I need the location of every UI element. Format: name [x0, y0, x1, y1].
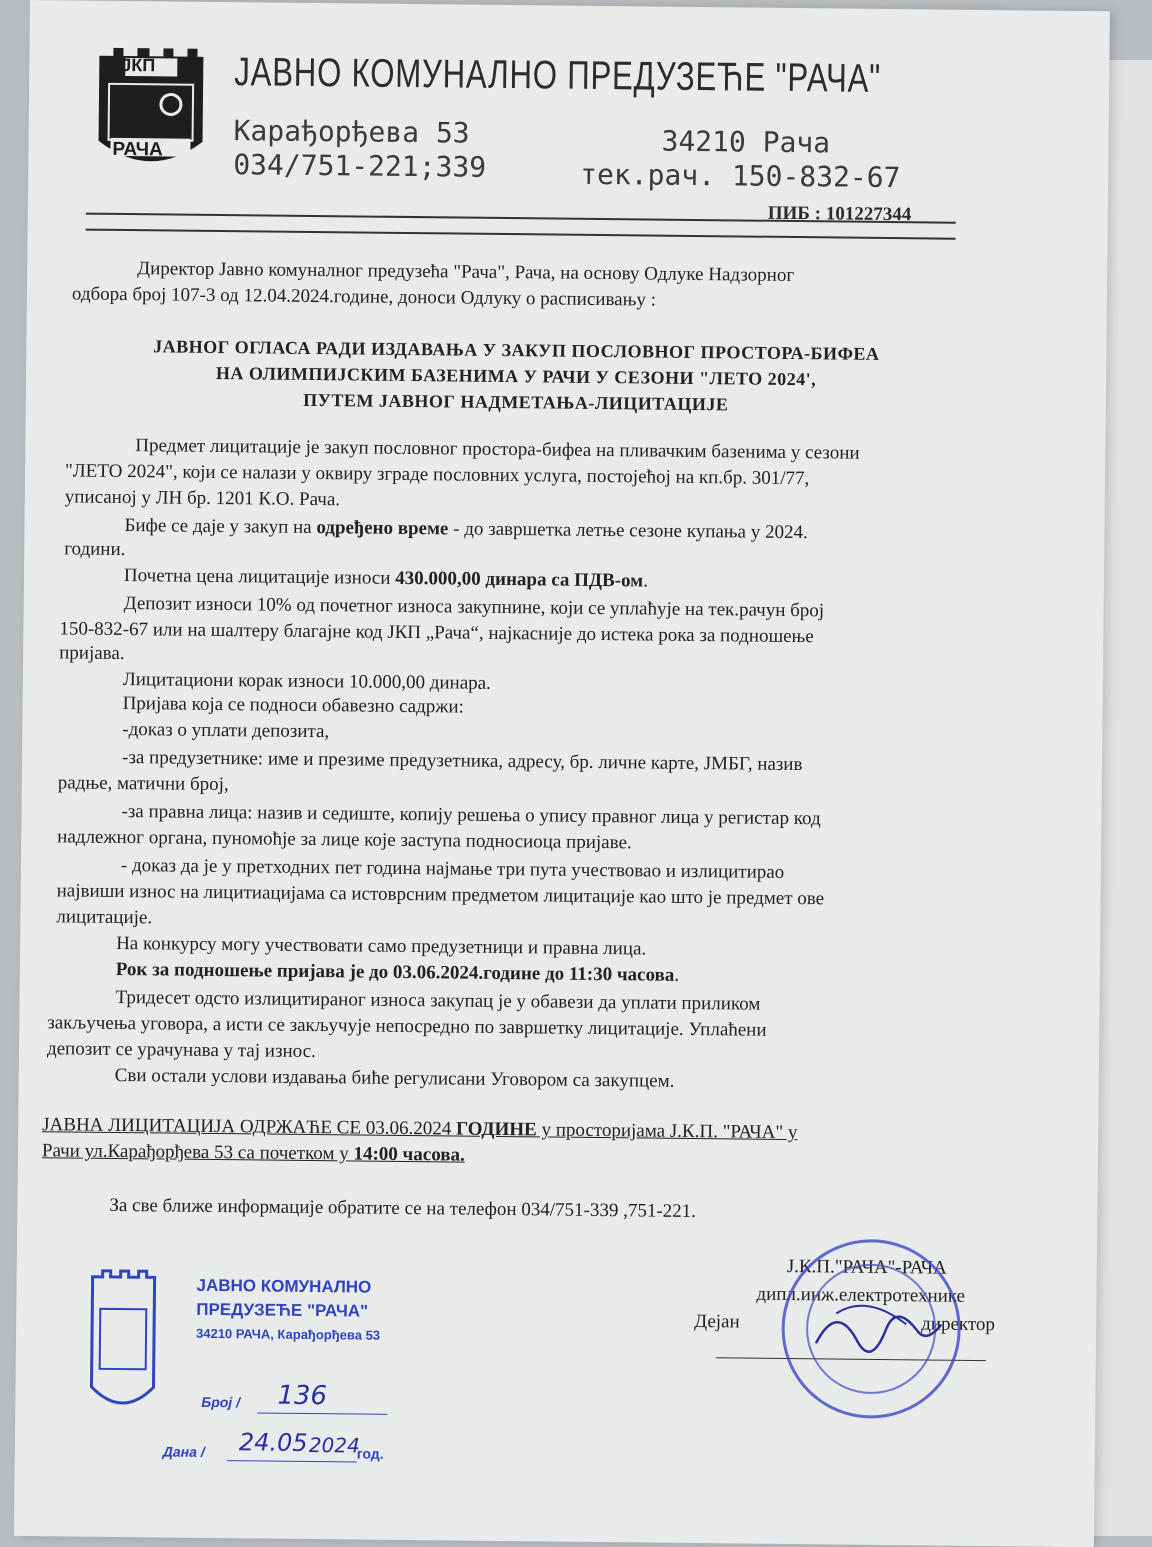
address-street: Карађорђева 53 [233, 114, 470, 150]
pib-number: ПИБ : 101227344 [767, 202, 912, 226]
body-p7: На конкурсу могу учествовати само предузетници и правна лица. [116, 932, 647, 960]
body-p9-line-2: закључења уговора, а исти се закључује непосредно по завршетку лицитације. Уплаћени [47, 1012, 767, 1041]
address-city: 34210 Рача [661, 124, 831, 160]
body-p4-line-2: 150-832-67 или на шалтеру благајне код ЈКП „Рача“, најкасније до истека рока за подношење [59, 618, 814, 648]
header-divider-2 [86, 229, 956, 240]
signature-org: Ј.К.П."РАЧА"-РАЧА [786, 1255, 947, 1279]
logo-text-top: ЈКП [121, 54, 156, 76]
stamp-number-value: 136 [277, 1380, 328, 1412]
p3-text-c: . [643, 570, 648, 592]
auction-line-2 [42, 1138, 465, 1168]
deadline-end: . [674, 964, 680, 986]
body-p9-line-1: Тридесет одсто излицитираног износа закупац је у обавези да уплати приликом [115, 986, 761, 1015]
bullet-4-line-1: - доказ да је у претходних пет година најмање три пута учествовао и излицитирао [120, 855, 785, 883]
bullet-2-line-2: радње, матични број, [57, 772, 229, 796]
body-p5: Лицитациони корак износи 10.000,00 динара. [122, 669, 491, 694]
stamp-logo [87, 1269, 159, 1430]
stamp-number-label: Број / [201, 1393, 241, 1411]
phone-number: 034/751-221;339 [233, 148, 487, 184]
logo-text-bottom: РАЧА [112, 138, 163, 161]
p2-text-a: Бифе се даје у закуп на [124, 515, 317, 539]
body-p9-line-3: депозит се урачунава у тај износ. [46, 1038, 316, 1063]
heading-line-2: НА ОЛИМПИЈСКИМ БАЗЕНИМА У РАЧИ У СЕЗОНИ "ЛЕТО 2024', [215, 362, 817, 390]
stamp-number-underline [257, 1412, 387, 1414]
body-p8 [116, 957, 680, 989]
body-p4-line-3: пријава. [59, 642, 125, 665]
stamp-line-3: 34210 РАЧА, Карађорђева 53 [195, 1325, 381, 1343]
stamp-date-label: Дана / [162, 1443, 205, 1460]
heading-line-1: ЈАВНОГ ОГЛАСА РАДИ ИЗДАВАЊА У ЗАКУП ПОСЛОВНОГ ПРОСТОРА-БИФЕА [153, 336, 880, 364]
auction-text-c: у просторијама Ј.К.П. "РАЧА" у [536, 1119, 798, 1144]
body-p4-line-1: Депозит износи 10% од почетног износа закупнине, који се уплаћује на тек.рачун број [123, 593, 825, 622]
body-p1-line-2: "ЛЕТО 2024", који се налази у оквиру зграде пословних услуга, постојећој на кп.бр. 301/77, [64, 460, 810, 490]
deadline-text: Рок за подношење пријава је до 03.06.2024.године до 11:30 часова [115, 958, 675, 986]
body-p2-line-1 [124, 513, 808, 546]
bullet-3-line-2: надлежног органа, пуномоћје за лице које заступа подносиоца пријаве. [57, 826, 632, 854]
body-p10: Сви остали услови издавања биће регулисани Уговором са закупцем. [114, 1064, 675, 1092]
signature-title: дипл.инж.електротехнике [756, 1283, 966, 1307]
body-p6: Пријава која се подноси обавезно садржи: [122, 693, 464, 718]
bank-account: тек.рач. 150-832-67 [580, 157, 901, 195]
body-p2-line-2: години. [64, 538, 126, 561]
bullet-3-line-1: -за правна лица: назив и седиште, копију решења о упису правног лица у регистар код [121, 801, 821, 830]
p3-text-a: Почетна цена лицитације износи [123, 565, 396, 589]
registration-stamp [87, 1269, 409, 1482]
org-title: ЈАВНО КОМУНАЛНО ПРЕДУЗЕЋЕ "РАЧА" [234, 50, 882, 101]
stamp-date-underline [227, 1460, 357, 1462]
body-p1-line-1: Предмет лицитације је закуп пословног простора-бифеа на пливачким базенима у сезони [135, 435, 860, 464]
bullet-4-line-2: највиши износ на лицитиацијама са истоврсним предметом лицитације као што је предмет ове [56, 880, 825, 910]
auction-text-a: ЈАВНА ЛИЦИТАЦИЈА ОДРЖАЋЕ СЕ 03.06.2024 [42, 1114, 457, 1140]
auction-text-bold: ГОДИНЕ [455, 1118, 537, 1141]
stamp-year-value: 2024 [308, 1433, 360, 1458]
p2-text-bold: одређено време [316, 517, 449, 540]
document-page [14, 0, 1110, 1547]
body-p1-line-3: уписаној у ЛН бр. 1201 К.О. Рача. [64, 486, 341, 511]
stamp-year-suffix: год. [356, 1445, 384, 1462]
intro-line-2: одбора број 107-3 од 12.04.2024.године, доноси Одлуку о расписивању : [71, 283, 657, 311]
bullet-2-line-1: -за предузетнике: име и презиме предузетника, адресу, бр. личне карте, ЈМБГ, назив [121, 747, 803, 776]
auction-text-d: Рачи ул.Карађорђева 53 са почетком у [41, 1140, 354, 1165]
stamp-line-1: ЈАВНО КОМУНАЛНО [196, 1275, 372, 1297]
starting-price: 430.000,00 динара са ПДВ-ом [395, 567, 644, 592]
intro-line-1: Директор Јавно комуналног предузећа "Рача", Рача, на основу Одлуке Надзорног [137, 258, 795, 287]
round-official-stamp [775, 1233, 967, 1425]
signature-role: директор [921, 1313, 996, 1336]
heading-line-3: ПУТЕМ ЈАВНОГ НАДМЕТАЊА-ЛИЦИТАЦИЈЕ [303, 389, 729, 415]
signature-name: Дејан [694, 1311, 740, 1333]
stamp-date-value: 24.05 [238, 1428, 308, 1457]
p2-text-c: - до завршетка летње сезоне купања у 2024. [448, 518, 808, 544]
body-p3 [124, 563, 648, 594]
bullet-4-line-3: лицитације. [56, 906, 153, 929]
contact-line: За све ближе информације обратите се на телефон 034/751-339 ,751-221. [109, 1194, 697, 1223]
bullet-1: -доказ о уплати депозита, [122, 719, 330, 743]
auction-time: 14:00 часова. [353, 1143, 465, 1166]
stamp-line-2: ПРЕДУЗЕЋЕ "РАЧА" [196, 1299, 369, 1321]
